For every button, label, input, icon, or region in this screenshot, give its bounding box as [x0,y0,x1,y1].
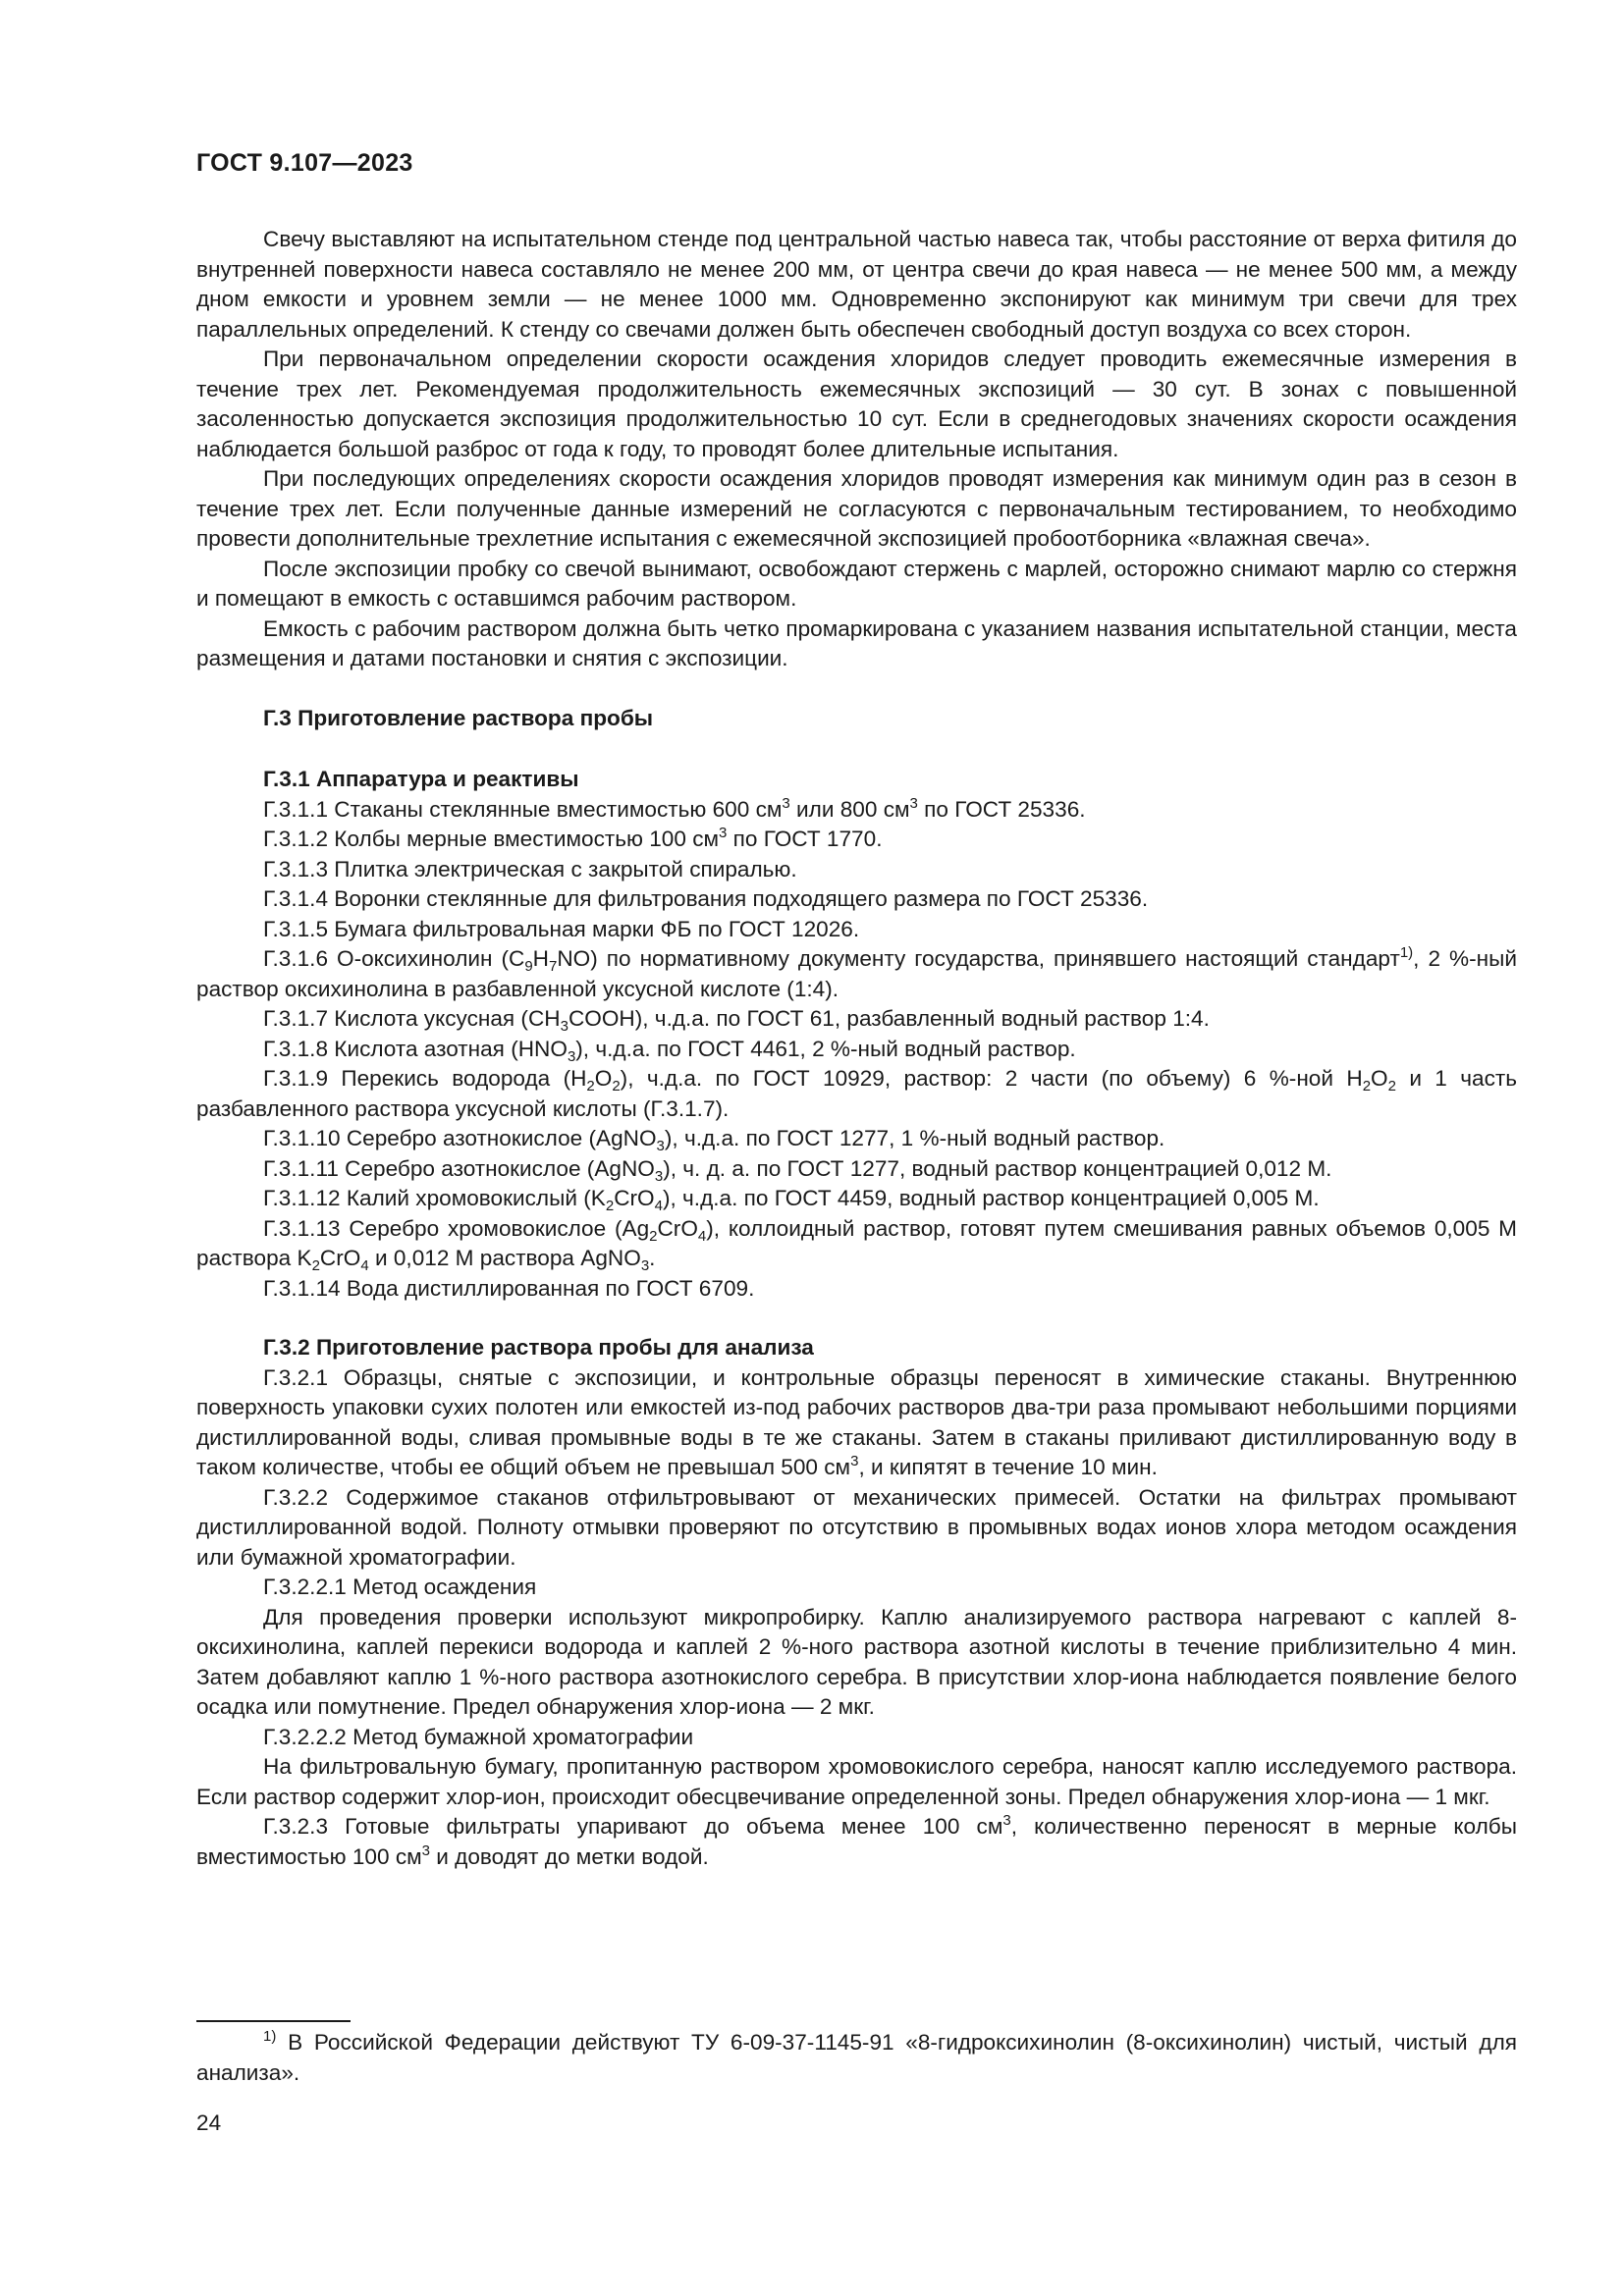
footnote-reference: 1) [1399,944,1414,961]
paragraph-g3-2-1: Г.3.2.1 Образцы, снятые с экспозиции, и контрольные образцы переносят в химические стаканы. Внутреннюю поверхность упаковки сухих полотен или емкостей из-под рабочих растворов два-три раза промывают небольшими порциями дистиллированной воды, сливая промывные воды в те же стаканы. Затем в стаканы приливают дистиллированную воду в таком количестве, чтобы ее общий объем не превышал 500 $см^3$, и кипятят в течение 10 мин. [196,1364,1517,1479]
list-item-g3-1-1: Г.3.1.1 Стаканы стеклянные вместимостью 600 $см^3$ или 800 $см^3$ по ГОСТ 25336. [263,794,1086,822]
footnote-marker: 1) [263,2028,277,2045]
intro-paragraph: Свечу выставляют на испытательном стенде под центральной частью навеса так, чтобы расстояние от верха фитиля до внутренней поверхности навеса составляло не менее 200 мм, от центра свечи до края навеса — не менее 500 мм, а между дном емкости и уровнем земли — не менее 1000 мм. Одновременно экспонируют как минимум три свечи для трех параллельных определений. К стенду со свечами должен быть обеспечен свободный доступ воздуха со всех сторон. [196,227,1517,342]
list-item-g3-1-6: Г.3.1.6 О-оксихинолин $(C_9H_7NO)$ по нормативному документу государства, принявшего настоящий стандарт$^{1)}$, 2 %-ный раствор оксихинолина в разбавленной уксусной кислоте (1:4). [196,944,1517,1001]
list-item-g3-1-3: Г.3.1.3 Плитка электрическая с закрытой спиралью. [263,856,797,881]
list-item-g3-1-4: Г.3.1.4 Воронки стеклянные для фильтрования подходящего размера по ГОСТ 25336. [263,886,1149,911]
list-item-g3-1-11: Г.3.1.11 Серебро азотнокислое (AgNO$_3$), ч. д. а. по ГОСТ 1277, водный раствор концентрацией 0,012 М. [263,1155,1332,1185]
list-item-g3-1-9: Г.3.1.9 Перекись водорода $(H_2O_2)$, ч.д.а. по ГОСТ 10929, раствор: 2 части (по объему) 6 %-ной $H_2O_2$ и 1 часть разбавленного раствора уксусной кислоты (Г.3.1.7). [196,1066,1517,1121]
list-item-g3-1-5: Г.3.1.5 Бумага фильтровальная марки ФБ по ГОСТ 12026. [263,916,860,941]
page-number: 24 [196,2110,222,2135]
document-body [196,225,1517,1872]
intro-paragraph: При последующих определениях скорости осаждения хлоридов проводят измерения как минимум один раз в сезон в течение трех лет. Если полученные данные измерений не согласуются с первоначальным тестированием, то необходимо провести дополнительные трехлетние испытания с ежемесячной экспозицией пробоотборника «влажная свеча». [196,466,1517,551]
paragraph-precipitation-method: Для проведения проверки используют микропробирку. Каплю анализируемого раствора нагревают с каплей 8-оксихинолина, каплей перекиси водорода и каплей 2 %-ного раствора азотной кислоты в течение приблизительно 4 мин. Затем добавляют каплю 1 %-ного раствора азотнокислого серебра. В присутствии хлор-иона наблюдается появление белого осадка или помутнение. Предел обнаружения хлор-иона — 2 мкг. [196,1604,1517,1719]
list-item-g3-1-14: Г.3.1.14 Вода дистиллированная по ГОСТ 6709. [263,1275,755,1301]
list-item-g3-1-10: Г.3.1.10 Серебро азотнокислое (AgNO$_3$), ч.д.а. по ГОСТ 1277, 1 %-ный водный раствор. [263,1126,1165,1154]
intro-paragraph: При первоначальном определении скорости осаждения хлоридов следует проводить ежемесячные измерения в течение трех лет. Рекомендуемая продолжительность ежемесячных экспозиций — 30 сут. В зонах с повышенной засоленностью допускается экспозиция продолжительностью 10 сут. Если в среднегодовых значениях скорости осаждения наблюдается большой разброс от года к году, то проводят более длительные испытания. [196,347,1517,461]
list-item-g3-1-12: Г.3.1.12 Калий хромовокислый $(K_2CrO_4)$, ч.д.а. по ГОСТ 4459, водный раствор концентрацией 0,005 М. [263,1186,1320,1214]
subsection-heading-g32: Г.3.2 Приготовление раствора пробы для анализа [263,1335,814,1360]
list-item-g3-1-13: Г.3.1.13 Серебро хромовокислое $(Ag_2CrO_4)$, коллоидный раствор, готовят путем смешивания равных объемов 0,005 М раствора $K_2CrO_4$ и 0,012 М раствора AgNO$_3$. [196,1215,1517,1274]
subsection-heading-g31: Г.3.1 Аппаратура и реактивы [263,767,579,791]
intro-paragraph: Емкость с рабочим раствором должна быть четко промаркирована с указанием названия испытательной станции, места размещения и датами постановки и снятия с экспозиции. [196,615,1517,670]
paragraph-g3-2-3: Г.3.2.3 Готовые фильтраты упаривают до объема менее 100 $см^3$, количественно переносят в мерные колбы вместимостью 100 $см^3$ и доводят до метки водой. [196,1812,1517,1869]
footnote [196,2028,1517,2088]
paragraph-g3-2-2: Г.3.2.2 Содержимое стаканов отфильтровывают от механических примесей. Остатки на фильтрах промывают дистиллированной водой. Полноту отмывки проверяют по отсутствию в промывных водах ионов хлора методом осаждения или бумажной хроматографии. [196,1484,1517,1570]
list-item-g3-1-7: Г.3.1.7 Кислота уксусная $(CH_3COOH)$, ч.д.а. по ГОСТ 61, разбавленный водный раствор 1:4. [263,1006,1210,1035]
paragraph-chromatography-method: На фильтровальную бумагу, пропитанную раствором хромовокислого серебра, наносят каплю исследуемого раствора. Если раствор содержит хлор-ион, происходит обесцвечивание определенной зоны. Предел обнаружения хлор-иона — 1 мкг. [196,1754,1517,1809]
paragraph-g3-2-2-2-title: Г.3.2.2.2 Метод бумажной хроматографии [263,1724,694,1749]
section-heading-g3: Г.3 Приготовление раствора пробы [263,705,654,730]
footnote-text: В Российской Федерации действуют ТУ 6-09-37-1145-91 «8-гидроксихинолин (8-оксихинолин) чистый, чистый для анализа». [196,2030,1517,2085]
paragraph-g3-2-2-1-title: Г.3.2.2.1 Метод осаждения [263,1575,537,1599]
intro-paragraph: После экспозиции пробку со свечой вынимают, освобождают стержень с марлей, осторожно снимают марлю со стержня и помещают в емкость с оставшимся рабочим раствором. [196,556,1517,611]
footnote-separator [196,2020,351,2022]
list-item-g3-1-8: Г.3.1.8 Кислота азотная $(HNO_3)$, ч.д.а. по ГОСТ 4461, 2 %-ный водный раствор. [263,1036,1076,1065]
document-code-header: ГОСТ 9.107—2023 [196,149,413,177]
list-item-g3-1-2: Г.3.1.2 Колбы мерные вместимостью 100 $см^3$ по ГОСТ 1770. [263,825,883,851]
